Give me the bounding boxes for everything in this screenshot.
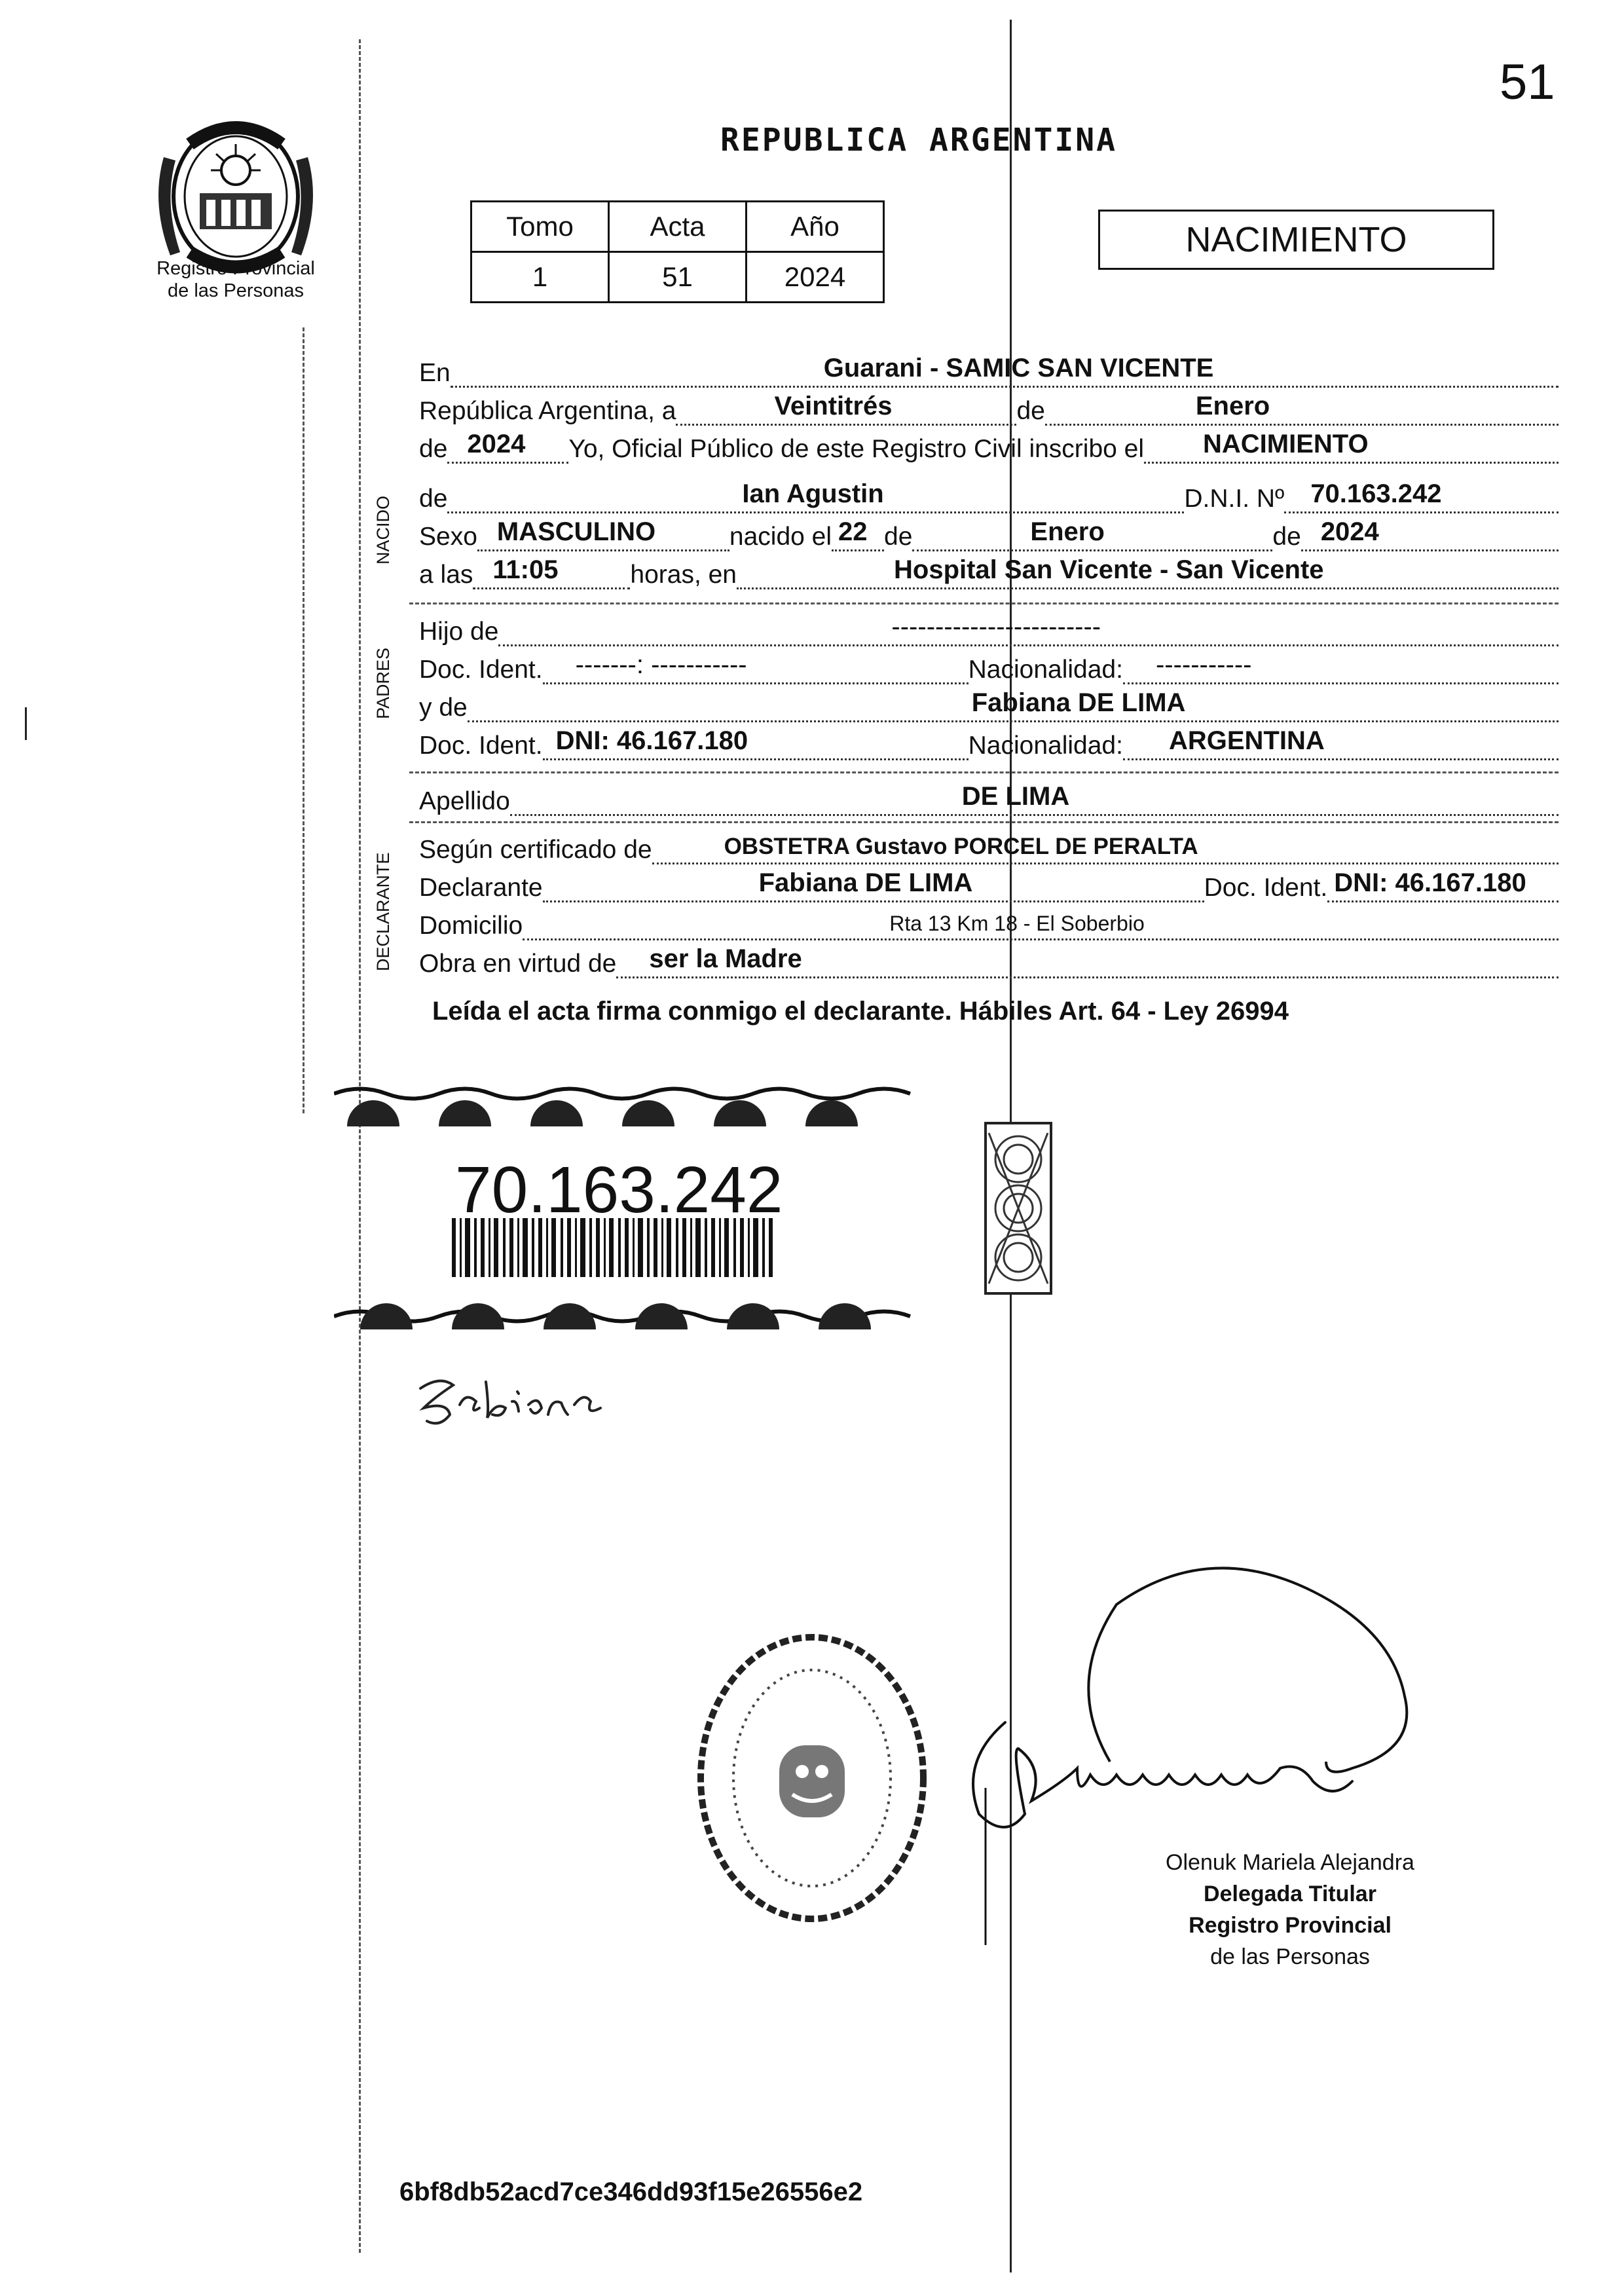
value-doc1: -------: -----------	[575, 650, 747, 679]
label-yo: Yo, Oficial Público de este Registro Civil inscribo el	[568, 435, 1145, 463]
label-cert: Según certificado de	[419, 836, 652, 864]
value-place: Guarani - SAMIC SAN VICENTE	[823, 354, 1214, 382]
section-label-padres: PADRES	[373, 647, 393, 719]
label-dni: D.N.I. Nº	[1184, 485, 1285, 513]
value-cert: OBSTETRA Gustavo PORCEL DE PERALTA	[724, 834, 1198, 859]
official-office-2: de las Personas	[1210, 1944, 1370, 1969]
value-birth-month: Enero	[1030, 517, 1105, 546]
label-apellido: Apellido	[419, 787, 510, 815]
emblem-caption-line1: Registro Provincial	[157, 258, 315, 279]
value-domicilio: Rta 13 Km 18 - El Soberbio	[889, 912, 1145, 935]
label-doc2: Doc. Ident.	[419, 732, 543, 760]
value-time: 11:05	[492, 555, 559, 584]
label-republica: República Argentina, a	[419, 397, 676, 425]
label-hijo-de: Hijo de	[419, 618, 499, 646]
emblem-caption-line2: de las Personas	[168, 280, 304, 301]
row-nacido-hora	[419, 555, 1559, 589]
row-decl	[419, 868, 1559, 902]
row-apellido	[419, 782, 1559, 816]
value-decl-doc: DNI: 46.167.180	[1334, 868, 1526, 897]
label-a-las: a las	[419, 561, 473, 589]
value-ano: 2024	[747, 252, 884, 303]
document-title: REPUBLICA ARGENTINA	[720, 122, 1118, 158]
province-emblem-icon	[151, 105, 321, 282]
section-label-declarante: DECLARANTE	[373, 852, 393, 971]
record-type-box: NACIMIENTO	[1098, 210, 1494, 270]
value-sexo: MASCULINO	[496, 517, 656, 546]
label-de-year2: de	[1272, 523, 1301, 551]
value-mother: Fabiana DE LIMA	[971, 688, 1186, 717]
header-tomo: Tomo	[471, 202, 609, 252]
label-declarante: Declarante	[419, 874, 543, 902]
value-year: 2024	[467, 430, 526, 458]
label-sexo: Sexo	[419, 523, 477, 551]
margin-dashed-line-inner	[303, 327, 304, 1113]
security-mark-icon	[982, 1120, 1054, 1297]
header-ano: Año	[747, 202, 884, 252]
value-month: Enero	[1195, 392, 1270, 420]
label-y-de: y de	[419, 694, 468, 722]
official-office-1: Registro Provincial	[1189, 1913, 1392, 1938]
value-day-words: Veintitrés	[774, 392, 893, 420]
declarant-signature	[414, 1362, 610, 1434]
row-hijo-de	[419, 612, 1559, 646]
row-cert	[419, 830, 1559, 864]
separator-padres	[409, 603, 1559, 604]
value-birth-day: 22	[838, 517, 868, 546]
label-obra: Obra en virtud de	[419, 950, 617, 978]
row-yo	[419, 430, 1559, 464]
emblem-caption	[131, 257, 341, 302]
row-y-de	[419, 688, 1559, 722]
value-apellido: DE LIMA	[961, 782, 1070, 811]
value-nac1: -----------	[1155, 650, 1252, 679]
official-role: Delegada Titular	[1204, 1882, 1376, 1906]
closing-statement: Leída el acta firma conmigo el declarante. Hábiles Art. 64 - Ley 26994	[432, 997, 1289, 1026]
row-republica	[419, 392, 1559, 426]
scan-artifact-line	[25, 707, 27, 740]
label-nac1: Nacionalidad:	[968, 656, 1123, 684]
label-de: de	[1016, 397, 1045, 425]
value-birth-place: Hospital San Vicente - San Vicente	[894, 555, 1324, 584]
document-hash: 6bf8db52acd7ce346dd93f15e26556e2	[399, 2178, 863, 2206]
label-de-year: de	[419, 435, 448, 463]
official-name: Olenuk Mariela Alejandra	[1166, 1850, 1414, 1875]
separator-apellido	[409, 771, 1559, 773]
label-nac2: Nacionalidad:	[968, 732, 1123, 760]
value-birth-year: 2024	[1320, 517, 1379, 546]
row-doc2	[419, 726, 1559, 760]
label-nacido-el: nacido el	[729, 523, 832, 551]
row-obra	[419, 944, 1559, 978]
separator-declarante	[409, 821, 1559, 823]
id-badge-number: 70.163.242	[455, 1153, 783, 1227]
row-nacido-name	[419, 479, 1559, 513]
value-nac2: ARGENTINA	[1168, 726, 1325, 755]
section-label-nacido: NACIDO	[373, 495, 393, 565]
value-obra: ser la Madre	[649, 944, 802, 973]
label-de-month: de	[884, 523, 913, 551]
value-acta: 51	[609, 252, 747, 303]
row-en	[419, 354, 1559, 388]
label-domicilio: Domicilio	[419, 912, 523, 940]
value-dni: 70.163.242	[1310, 479, 1442, 508]
row-nacido-sexo	[419, 517, 1559, 551]
value-tomo: 1	[471, 252, 609, 303]
value-doc2: DNI: 46.167.180	[555, 726, 748, 755]
value-name: Ian Agustin	[742, 479, 884, 508]
label-horas: horas, en	[630, 561, 737, 589]
row-doc1	[419, 650, 1559, 684]
label-decl-doc: Doc. Ident.	[1204, 874, 1328, 902]
official-stamp	[688, 1624, 936, 1932]
label-doc1: Doc. Ident.	[419, 656, 543, 684]
label-en: En	[419, 359, 451, 387]
label-de-name: de	[419, 485, 448, 513]
record-index-table	[470, 200, 885, 303]
value-act: NACIMIENTO	[1203, 430, 1369, 458]
header-acta: Acta	[609, 202, 747, 252]
row-domicilio	[419, 906, 1559, 940]
value-declarante: Fabiana DE LIMA	[758, 868, 973, 897]
page-number: 51	[1500, 54, 1555, 110]
value-father: ------------------------	[891, 612, 1101, 641]
